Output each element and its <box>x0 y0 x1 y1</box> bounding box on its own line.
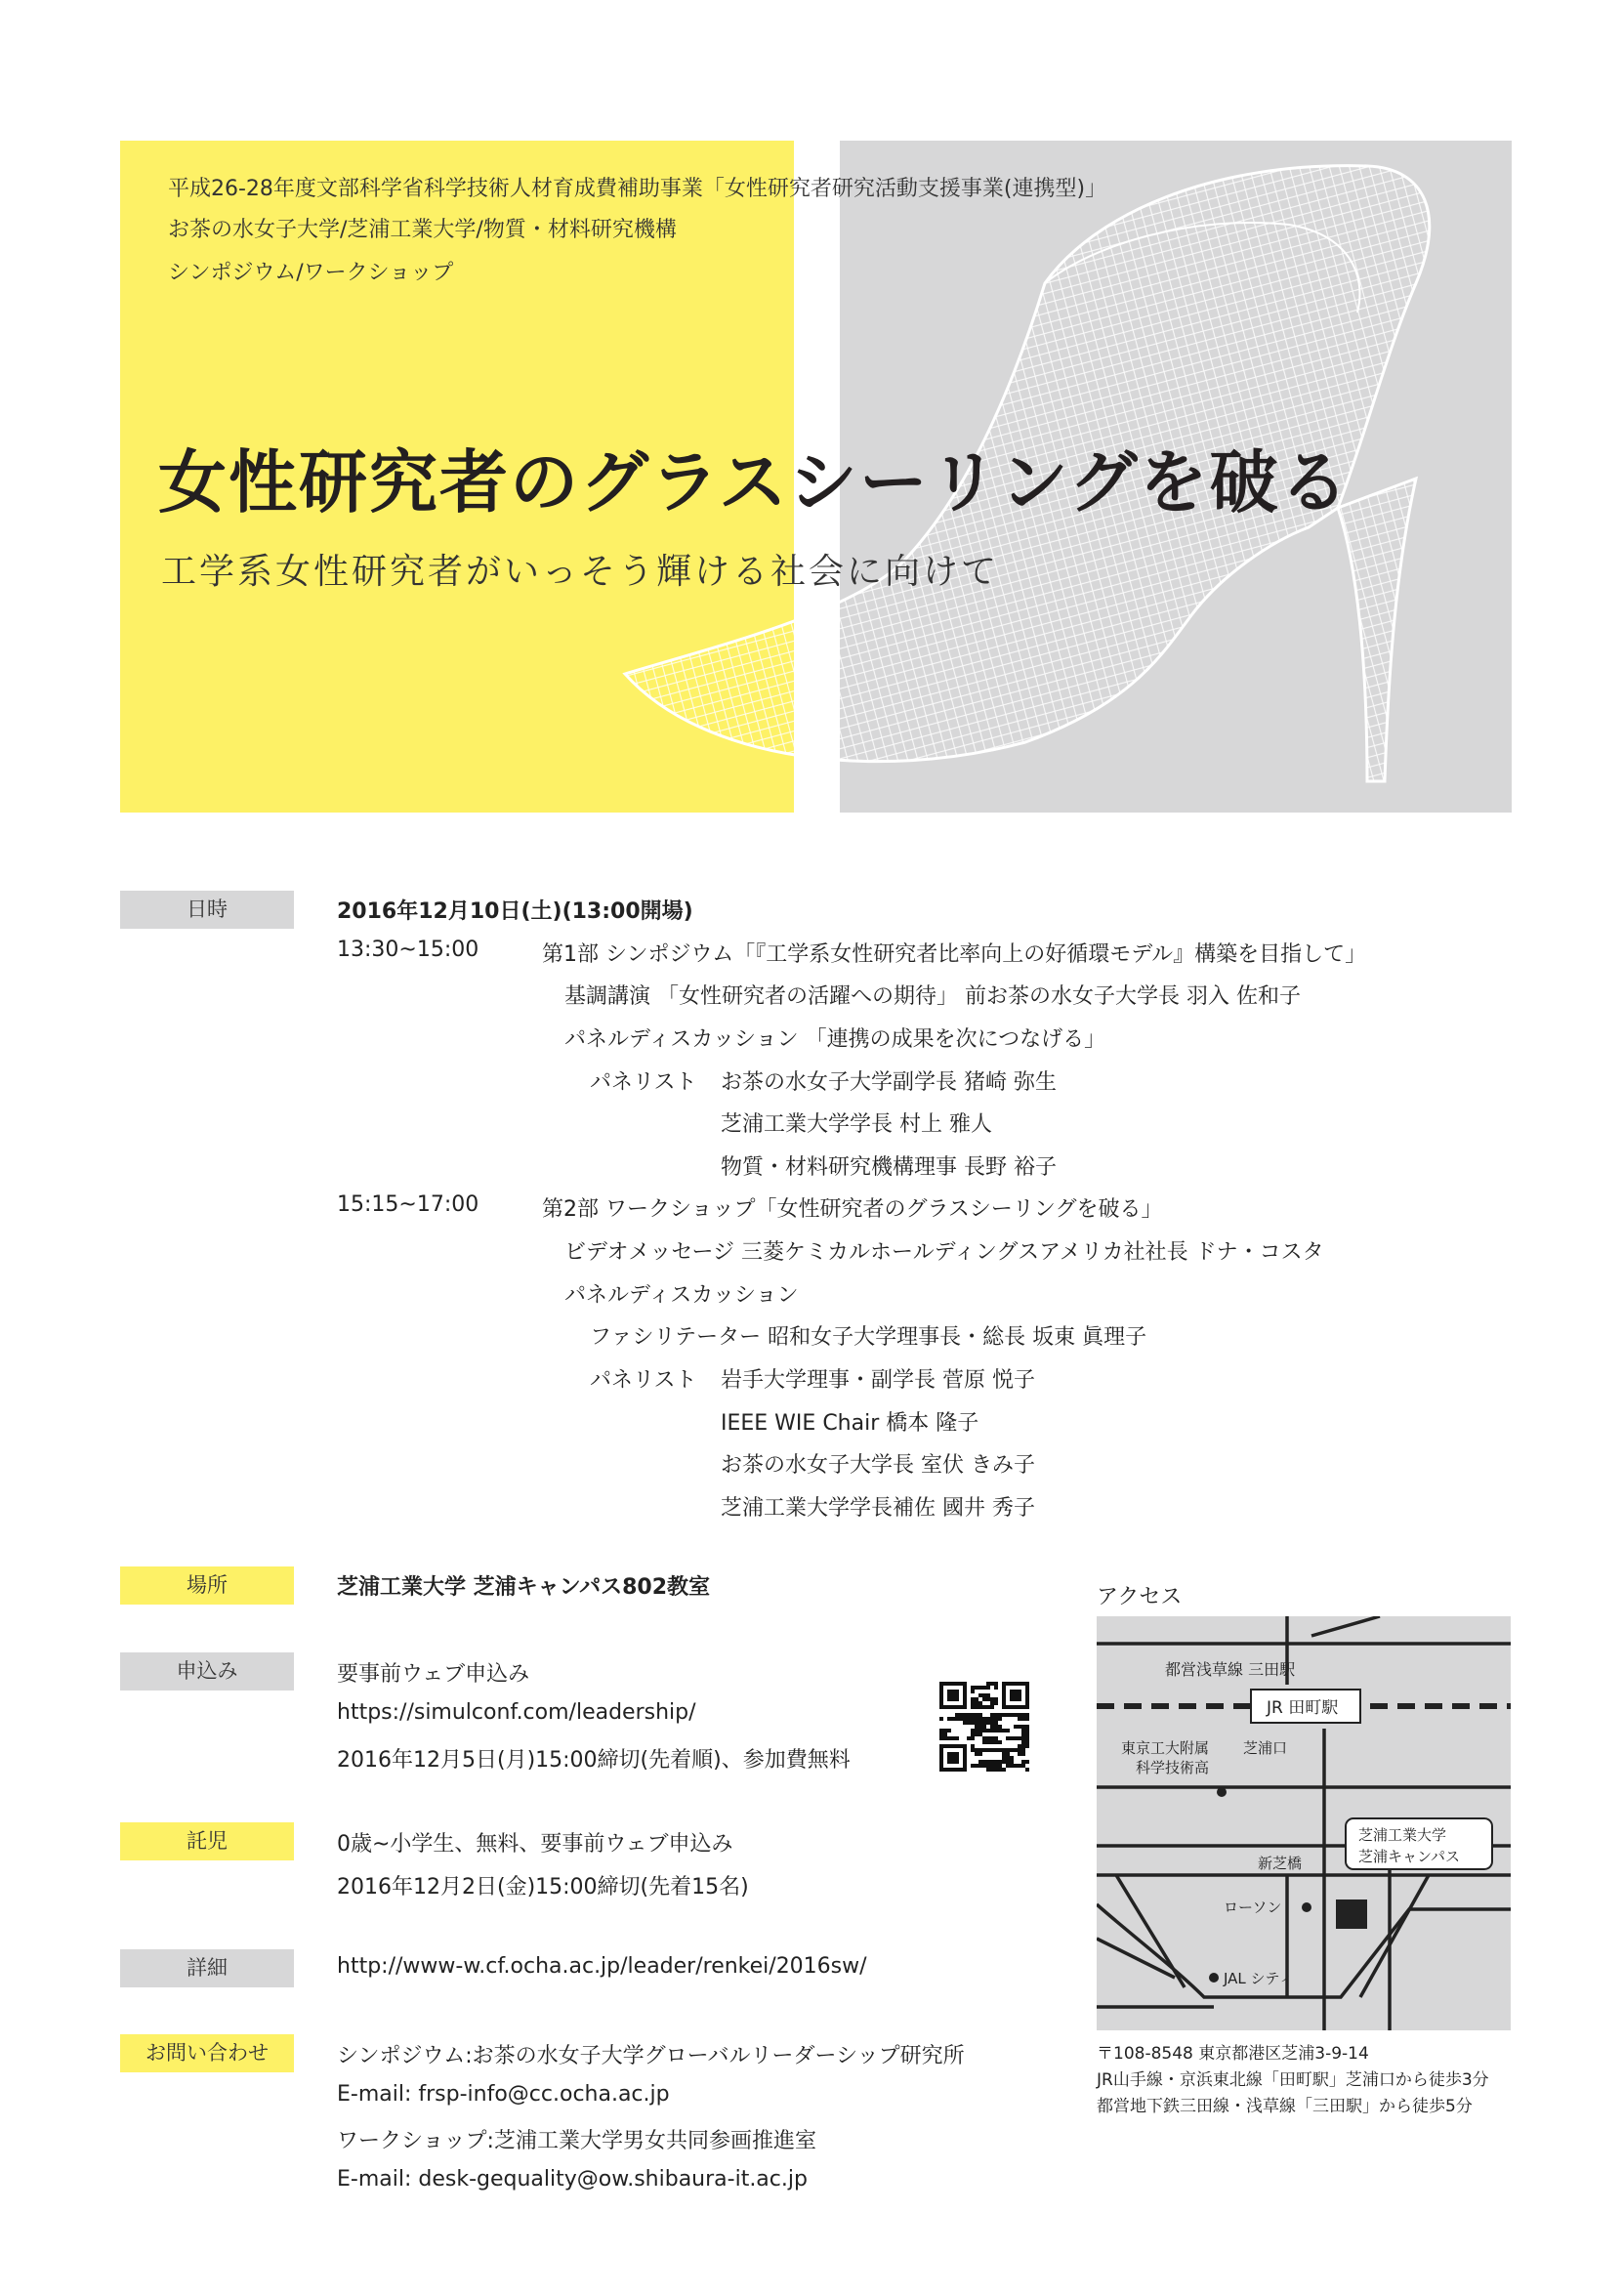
part1-time: 13:30~15:00 <box>337 938 479 962</box>
contact-email-symposium[interactable]: E-mail: frsp-info@cc.ocha.ac.jp <box>337 2082 670 2107</box>
apply-deadline: 2016年12月5日(月)15:00締切(先着順)、参加費無料 <box>337 1748 851 1773</box>
qr-code[interactable] <box>939 1682 1029 1772</box>
contact-symposium: シンポジウム:お茶の水女子大学グローバルリーダーシップ研究所 <box>337 2044 965 2068</box>
part1-panelist-2: 芝浦工業大学学長 村上 雅人 <box>721 1112 992 1137</box>
part2-title: 第2部 ワークショップ「女性研究者のグラスシーリングを破る」 <box>542 1197 1163 1222</box>
access-subway-directions: 都営地下鉄三田線・浅草線「三田駅」から徒歩5分 <box>1097 2097 1473 2116</box>
svg-text:都営浅草線 三田駅: 都営浅草線 三田駅 <box>1165 1660 1296 1679</box>
event-date: 2016年12月10日(土)(13:00開場) <box>337 899 693 924</box>
part1-title: 第1部 シンポジウム「『工学系女性研究者比率向上の好循環モデル』構築を目指して」 <box>542 942 1367 967</box>
apply-url-link[interactable]: https://simulconf.com/leadership/ <box>337 1700 696 1725</box>
contact-email-workshop[interactable]: E-mail: desk-gequality@ow.shibaura-it.ac.jp <box>337 2167 808 2192</box>
map-school-label-2: 科学技術高 <box>1136 1759 1210 1776</box>
part2-panelist-4: 芝浦工業大学学長補佐 國井 秀子 <box>721 1496 1035 1521</box>
part2-panelist-1: 岩手大学理事・副学長 菅原 悦子 <box>721 1368 1035 1393</box>
map-exit-label: 芝浦口 <box>1243 1739 1288 1757</box>
part2-panelists-label: パネリスト <box>590 1368 697 1393</box>
map-shinshiba-label: 新芝橋 <box>1258 1855 1303 1872</box>
label-childcare: 託児 <box>120 1822 294 1860</box>
part1-keynote: 基調講演 「女性研究者の活躍への期待」 前お茶の水女子大学長 羽入 佐和子 <box>564 984 1301 1009</box>
map-mita-label <box>1165 1660 1295 1679</box>
header-event-type: シンポジウム/ワークショップ <box>168 261 454 285</box>
label-contact: お問い合わせ <box>120 2034 294 2072</box>
part1-panelist-3: 物質・材料研究機構理事 長野 裕子 <box>721 1155 1057 1180</box>
access-address: 〒108-8548 東京都港区芝浦3-9-14 <box>1097 2044 1369 2064</box>
map-campus-label-1: 芝浦工業大学 <box>1358 1826 1447 1844</box>
part2-panelist-3: お茶の水女子大学長 室伏 きみ子 <box>721 1453 1035 1478</box>
header-program-line: 平成26-28年度文部科学省科学技術人材育成費補助事業「女性研究者研究活動支援事業(連携型)」 <box>168 177 1107 201</box>
apply-line1: 要事前ウェブ申込み <box>337 1662 530 1687</box>
map-jr-label: JR 田町駅 <box>1267 1698 1339 1718</box>
header-organizers-line: お茶の水女子大学/芝浦工業大学/物質・材料研究機構 <box>168 218 677 242</box>
part2-time: 15:15~17:00 <box>337 1192 479 1217</box>
childcare-line2: 2016年12月2日(金)15:00締切(先着15名) <box>337 1875 749 1899</box>
label-datetime: 日時 <box>120 891 294 929</box>
map-lawson-label: ローソン <box>1224 1899 1282 1916</box>
map-campus-building <box>1336 1899 1367 1929</box>
map-jal-label: JAL シティ <box>1224 1970 1294 1987</box>
part1-panelists-label: パネリスト <box>590 1070 697 1095</box>
access-title: アクセス <box>1097 1585 1183 1609</box>
part2-facilitator: ファシリテーター 昭和女子大学理事長・総長 坂東 眞理子 <box>590 1325 1147 1350</box>
part2-video: ビデオメッセージ 三菱ケミカルホールディングスアメリカ社社長 ドナ・コスタ <box>564 1240 1324 1265</box>
part2-panel: パネルディスカッション <box>564 1283 799 1308</box>
map-campus-label-2: 芝浦キャンパス <box>1358 1848 1460 1865</box>
part2-panelist-2: IEEE WIE Chair 橋本 隆子 <box>721 1411 979 1436</box>
part1-panelist-1: お茶の水女子大学副学長 猪崎 弥生 <box>721 1070 1057 1095</box>
label-venue: 場所 <box>120 1566 294 1605</box>
page-title: 女性研究者のグラスシーリングを破る <box>158 442 1351 522</box>
label-details: 詳細 <box>120 1949 294 1987</box>
part1-panel: パネルディスカッション 「連携の成果を次につなげる」 <box>564 1027 1106 1052</box>
contact-workshop: ワークショップ:芝浦工業大学男女共同参画推進室 <box>337 2129 816 2153</box>
access-jr-directions: JR山手線・京浜東北線「田町駅」芝浦口から徒歩3分 <box>1097 2070 1489 2090</box>
label-apply: 申込み <box>120 1652 294 1691</box>
details-url-link[interactable]: http://www-w.cf.ocha.ac.jp/leader/renkei/2016sw/ <box>337 1954 867 1979</box>
map-school-label: 東京工大附属 <box>1121 1739 1210 1757</box>
childcare-line1: 0歳~小学生、無料、要事前ウェブ申込み <box>337 1832 733 1857</box>
venue-value: 芝浦工業大学 芝浦キャンパス802教室 <box>337 1575 711 1600</box>
access-map <box>1097 1616 1511 2030</box>
page-subtitle: 工学系女性研究者がいっそう輝ける社会に向けて <box>161 552 1000 592</box>
